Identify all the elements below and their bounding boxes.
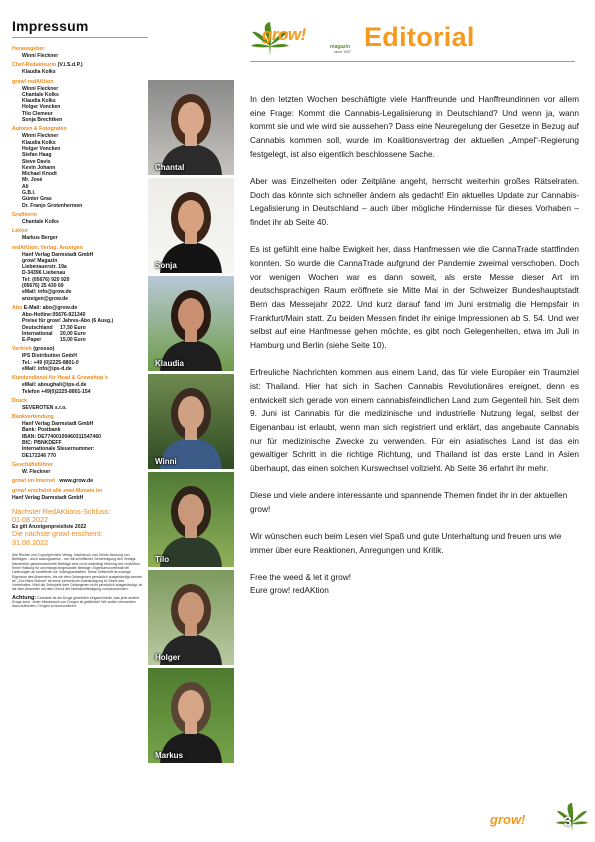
section-heading [12, 46, 148, 53]
impressum-line: eMail: aboughali@ips-d.de [22, 382, 87, 389]
impressum-rule [12, 37, 148, 38]
portrait-image [148, 276, 234, 371]
impressum-line: IPS Distribution GmbH [22, 353, 77, 360]
portrait-image [148, 472, 234, 567]
paragraph: Wir wünschen euch beim Lesen viel Spaß und gute Unterhaltung und freuen uns wie immer über eure Reaktionen, Anregungen und Kritik. [250, 530, 562, 555]
impressum-section [12, 462, 148, 475]
impressum-line: Klaudia Kolks [22, 139, 56, 146]
internet-heading [12, 478, 148, 485]
section-heading-tail: (V.i.S.d.P.) [57, 62, 83, 69]
abo-prices [12, 325, 148, 344]
impressum-line: Holger Voncken [22, 104, 61, 111]
deadline-note: Es gilt Anzeigenpreisliste 2022 [12, 524, 87, 531]
abo-hotline: Abo-Hotline:05676-921340 [22, 311, 86, 318]
legal-notice: Alle Rechte und Copyright beim Verlag. Nachdruck und Online-Nutzung von Beiträgen - auch auszugsweise - nur mit schriftlicher Genehmigung des Verlags. Namentlich gekennzeichnete Beiträge sind nicht unbedingt Meinung der redAKtion. Keine Haftung für unverlangt eingesandte Beiträge. Eigentumsvorbehalt bei Lieferungen an Inhaftierte vor Vollzugsanstalten. Diese Zeitschrift ist solange Eigentum des Absenders, bis sie dem Gefangenen persönlich ausgehändigt worden ist. „Zur-Habe-Nahme“ ist keine persönliche Aushändigung im Sinne des Vorbehaltes. Wird die Zeitschrift dem Gefangenen nicht persönlich ausgehändigt, ist sie dem Absender mit dem Grund der Nichtaushändigung zurückzusenden. [12, 553, 143, 592]
paragraph: In den letzten Wochen beschäftigte viele Hanffreunde und Hanffreundinnen vor allem eine Frage: Kommt die Cannabis-Legalisierung in Deutschland? Und wenn ja, wann kommt sie und wie wird sie aussehen? Dass eine Neuregelung der Gesetze in Bezug auf Cannabis kommen soll, wurde im Koalitionsvertrag der aktuellen „Ampel“-Regierung festgelegt, ist also eigentlich beschlossene Sache. [250, 94, 579, 159]
impressum-line: Liebenauerstr. 19a [22, 264, 67, 271]
abo-price-value: 17,50 Euro [60, 324, 86, 331]
abo-price-value: 20,00 Euro [60, 330, 86, 337]
section-heading [12, 228, 148, 235]
achtung-notice [12, 596, 144, 609]
impressum-line: Klaudia Kolks [22, 69, 56, 76]
team-photo [148, 276, 234, 371]
impressum-line: Holger Voncken [22, 145, 61, 152]
team-photo [148, 668, 234, 763]
impressum-section [12, 245, 148, 302]
impressum-line: Chantale Kolks [22, 91, 59, 98]
abo-prices-label: Preise für grow! Jahres-Abo (6 Ausg.) [22, 318, 114, 325]
paragraph: Erfreuliche Nachrichten kommen aus einem Land, das für viele Europäer ein Traumziel ist: Thailand. Hier hat sich in Sachen Cannabis Revolutionäres ereignet, denn es entwickelt sich gerade von einem cannabisfeindlichen Land zum Gegenteil hin. Seit dem 9. Juni ist Cannabis für die medizinische und industrielle Nutzung legal, selbst der Eigenanbau ist erlaubt, wenn man sich registriert und erklärt, das angebaute Cannabis nur für medizinische Zwecke zu verwenden. Für ein asiatisches Land ist das ein gewaltiger Schritt in die richtige Richtung, und Thailand ist das erste Land in Asien überhaupt, das einen solchen Kurswechsel vollzieht. Ab Seite 36 erfahrt ihr mehr. [250, 367, 579, 474]
schedule-section [12, 488, 148, 501]
photo-name-label: Klaudia [155, 359, 184, 368]
impressum-section [12, 414, 148, 459]
logo-since: since 1997 [334, 50, 351, 54]
next-issue-date: 31.08.2022 [12, 537, 48, 547]
header-rule [250, 61, 575, 62]
abo-heading-label: Abo [12, 304, 23, 311]
photo-name-label: Chantal [155, 163, 185, 172]
paragraph: Diese und viele andere interessante und spannende Themen findet ihr in der aktuellen grow! [250, 490, 568, 514]
impressum-section [12, 46, 148, 59]
impressum-line: anzeigen@grow.de [22, 295, 69, 302]
portrait-image [148, 178, 234, 273]
page-number: 3 [564, 813, 572, 829]
impressum-line: Günter Gras [22, 196, 52, 203]
internet-section [12, 478, 148, 485]
editorial-body [250, 93, 579, 598]
impressum-line: Winni Fleckner [22, 133, 59, 140]
impressum-section [12, 212, 148, 225]
section-heading-label: Geschäftsführer [12, 461, 53, 468]
logo-subtitle: magazin [330, 44, 351, 50]
photo-name-label: Winni [155, 457, 177, 466]
photo-name-label: Tilo [155, 555, 170, 564]
impressum-line: Winni Fleckner [22, 85, 59, 92]
impressum-column [12, 18, 148, 609]
signoff-line-2: Eure grow! redAKtion [250, 585, 329, 596]
impressum-section [12, 228, 148, 241]
team-photo [148, 570, 234, 665]
impressum-line: Bank: Postbank [22, 427, 61, 434]
impressum-line: SEVEROTEN s.r.o. [22, 404, 67, 411]
impressum-section [12, 79, 148, 124]
impressum-line: Tel: (05676) 920 920 [22, 276, 70, 283]
abo-price-label: E-Paper [22, 337, 42, 344]
schedule-heading: grow! erscheint alle zwei Monate im [12, 488, 103, 495]
impressum-line: (05676) 25 430 69 [22, 283, 64, 290]
impressum-line: Tel.: +49 (0)2225-8801-0 [22, 359, 79, 366]
impressum-line: Stefan Haag [22, 152, 52, 159]
section-heading-label: grow! redAKtion [12, 78, 54, 85]
impressum-line: eMail: info@ips-d.de [22, 365, 72, 372]
deadline-block [12, 508, 148, 547]
section-heading [12, 462, 148, 469]
section-heading-label: Bankverbindung [12, 414, 54, 421]
abo-section [12, 305, 148, 343]
impressum-line: Sonja Brechtken [22, 117, 63, 124]
abo-price-label: Deutschland [22, 324, 53, 331]
section-heading [12, 62, 148, 69]
impressum-line: Chantale Kolks [22, 218, 59, 225]
abo-price-row [12, 337, 148, 343]
abo-heading [12, 305, 148, 312]
footer-leaf-icon [555, 800, 589, 836]
deadline-label: Nächster RedAKtions-Schluss: [12, 506, 111, 516]
next-issue-label: Die nächste grow! erscheint: [12, 529, 103, 539]
team-photo [148, 374, 234, 469]
section-heading-label: Vertrieb [12, 346, 32, 353]
impressum-line: Klaudia Kolks [22, 98, 56, 105]
impressum-line: Dr. Franjo Grotenhermen [22, 202, 83, 209]
section-heading-label: Lektor [12, 228, 29, 235]
impressum-line: DE172246 770 [22, 452, 56, 459]
section-heading [12, 375, 148, 382]
impressum-line: Hanf Verlag Darmstadt GmbH [22, 251, 94, 258]
impressum-line: Hanf Verlag Darmstadt GmbH [22, 421, 94, 428]
portrait-image [148, 570, 234, 665]
section-heading-label: Kundendienst für Head & Growshop´s [12, 375, 108, 382]
impressum-section [12, 398, 148, 411]
impressum-line: Ali [22, 183, 29, 190]
impressum-line: W. Fleckner [22, 468, 51, 475]
impressum-line: D-34396 Liebenau [22, 270, 66, 277]
impressum-line: Michael Knodt [22, 171, 57, 178]
team-photo [148, 472, 234, 567]
abo-price-label: International [22, 330, 53, 337]
impressum-line: G.B.I. [22, 190, 36, 197]
section-heading-tail: (grosso) [33, 346, 55, 353]
impressum-sections-2 [12, 346, 148, 475]
grow-logo [250, 20, 362, 62]
impressum-line: grow! Magazin [22, 257, 58, 264]
section-heading [12, 346, 148, 353]
internet-url[interactable]: www.grow.de [59, 478, 94, 485]
impressum-sections [12, 46, 148, 302]
impressum-line: Markus Berger [22, 235, 58, 242]
impressum-line: Kevin Johann [22, 164, 56, 171]
photo-name-label: Sonja [155, 261, 177, 270]
section-heading-label: Autoren & Fotografen [12, 126, 67, 133]
section-heading [12, 79, 148, 86]
section-heading-label: Druck [12, 397, 28, 404]
portrait-image [148, 374, 234, 469]
impressum-section [12, 126, 148, 209]
paragraph: Es ist gefühlt eine halbe Ewigkeit her, dass Hanfmessen wie die CannaTrade stattfinden konnten. So wurde die CannaTrade aufgrund der Pandemie zweimal verschoben. Doch vor wenigen Wochen war es dann soweit, als erste Messe dieser Art im deutschsprachigen Raum eröffnete sie Mitte Mai in der Schweizer Bundeshauptstadt Bern das Messejahr 2022. Und kurz darauf fand im Juni erstmalig die Hempsfair in Frankfurt/Main statt. Zu beiden Messen findet ihr einige Impressionen ab S. 54. Und wer selbst auf eine Hanfmesse gehen möchte, es gibt noch Gelegenheiten, etwa im Juli in Hamburg und Berlin (siehe Seite 10). [250, 244, 579, 351]
achtung-label: Achtung: [12, 594, 37, 601]
section-heading [12, 398, 148, 405]
impressum-line: eMail: info@grow.de [22, 289, 72, 296]
portrait-image [148, 80, 234, 175]
logo-text: grow! [262, 25, 306, 44]
section-heading-label: Chef-Redakteurin [12, 62, 57, 69]
deadline-date: 01.08.2022 [12, 514, 48, 524]
impressum-line: Winni Fleckner [22, 53, 59, 59]
achtung-text: Cannabis ist als Droge gesetzlich eingeschränkt, was jede andere Droge auch. Jeder Missbrauch von Drogen ist gefährlich! Wir wollen niemanden dazu auffordern, Drogen zu konsumieren! [12, 595, 140, 609]
schedule-line: Hanf Verlag Darmstadt GmbH [12, 495, 84, 502]
impressum-section [12, 62, 148, 75]
impressum-section [12, 375, 148, 395]
section-heading-label: redAKtion, Verlag, Anzeigen [12, 244, 83, 251]
impressum-line: Steve Davis [22, 158, 51, 165]
abo-email: E-Mail: abo@grow.de [23, 304, 78, 311]
impressum-line: Tilo Clemeur [22, 110, 53, 117]
section-heading-label: Herausgeber [12, 46, 45, 52]
section-heading [12, 126, 148, 133]
section-heading [12, 245, 148, 252]
photo-name-label: Markus [155, 751, 184, 760]
impressum-line: Internationale Steuernummer: [22, 446, 95, 453]
impressum-title: Impressum [12, 18, 89, 34]
section-heading [12, 212, 148, 219]
impressum-line: Telefon +49(0)2225-8801-154 [22, 388, 91, 395]
paragraph: Aber was Einzelheiten oder Zeitpläne angeht, herrscht weiterhin großes Rätselraten. Doch das könnte sich schneller ändern als gedacht! Ein aktuelles Update zur Cannabis-Legalisierung in Deutschland – auch über mögliche Hindernisse für dieses Vorhaben – findet ihr ab Seite 40. [250, 175, 579, 228]
section-heading [12, 414, 148, 421]
impressum-line: BIC: PBNKDEFF [22, 440, 62, 447]
impressum-line: Mr. José [22, 177, 43, 184]
section-heading-label: Grafikerin [12, 211, 38, 218]
impressum-line: IBAN: DE77400100460311547460 [22, 433, 102, 440]
team-photo [148, 80, 234, 175]
team-photos [148, 80, 234, 766]
signoff-line-1: Free the weed & let it grow! [250, 571, 351, 582]
internet-heading-label: grow! im Internet [12, 478, 55, 485]
abo-price-value: 15,00 Euro [60, 337, 86, 344]
page-title: Editorial [364, 22, 475, 52]
team-photo [148, 178, 234, 273]
footer-logo: grow! [490, 812, 526, 827]
portrait-image [148, 668, 234, 763]
impressum-section [12, 346, 148, 372]
photo-name-label: Holger [155, 653, 181, 662]
